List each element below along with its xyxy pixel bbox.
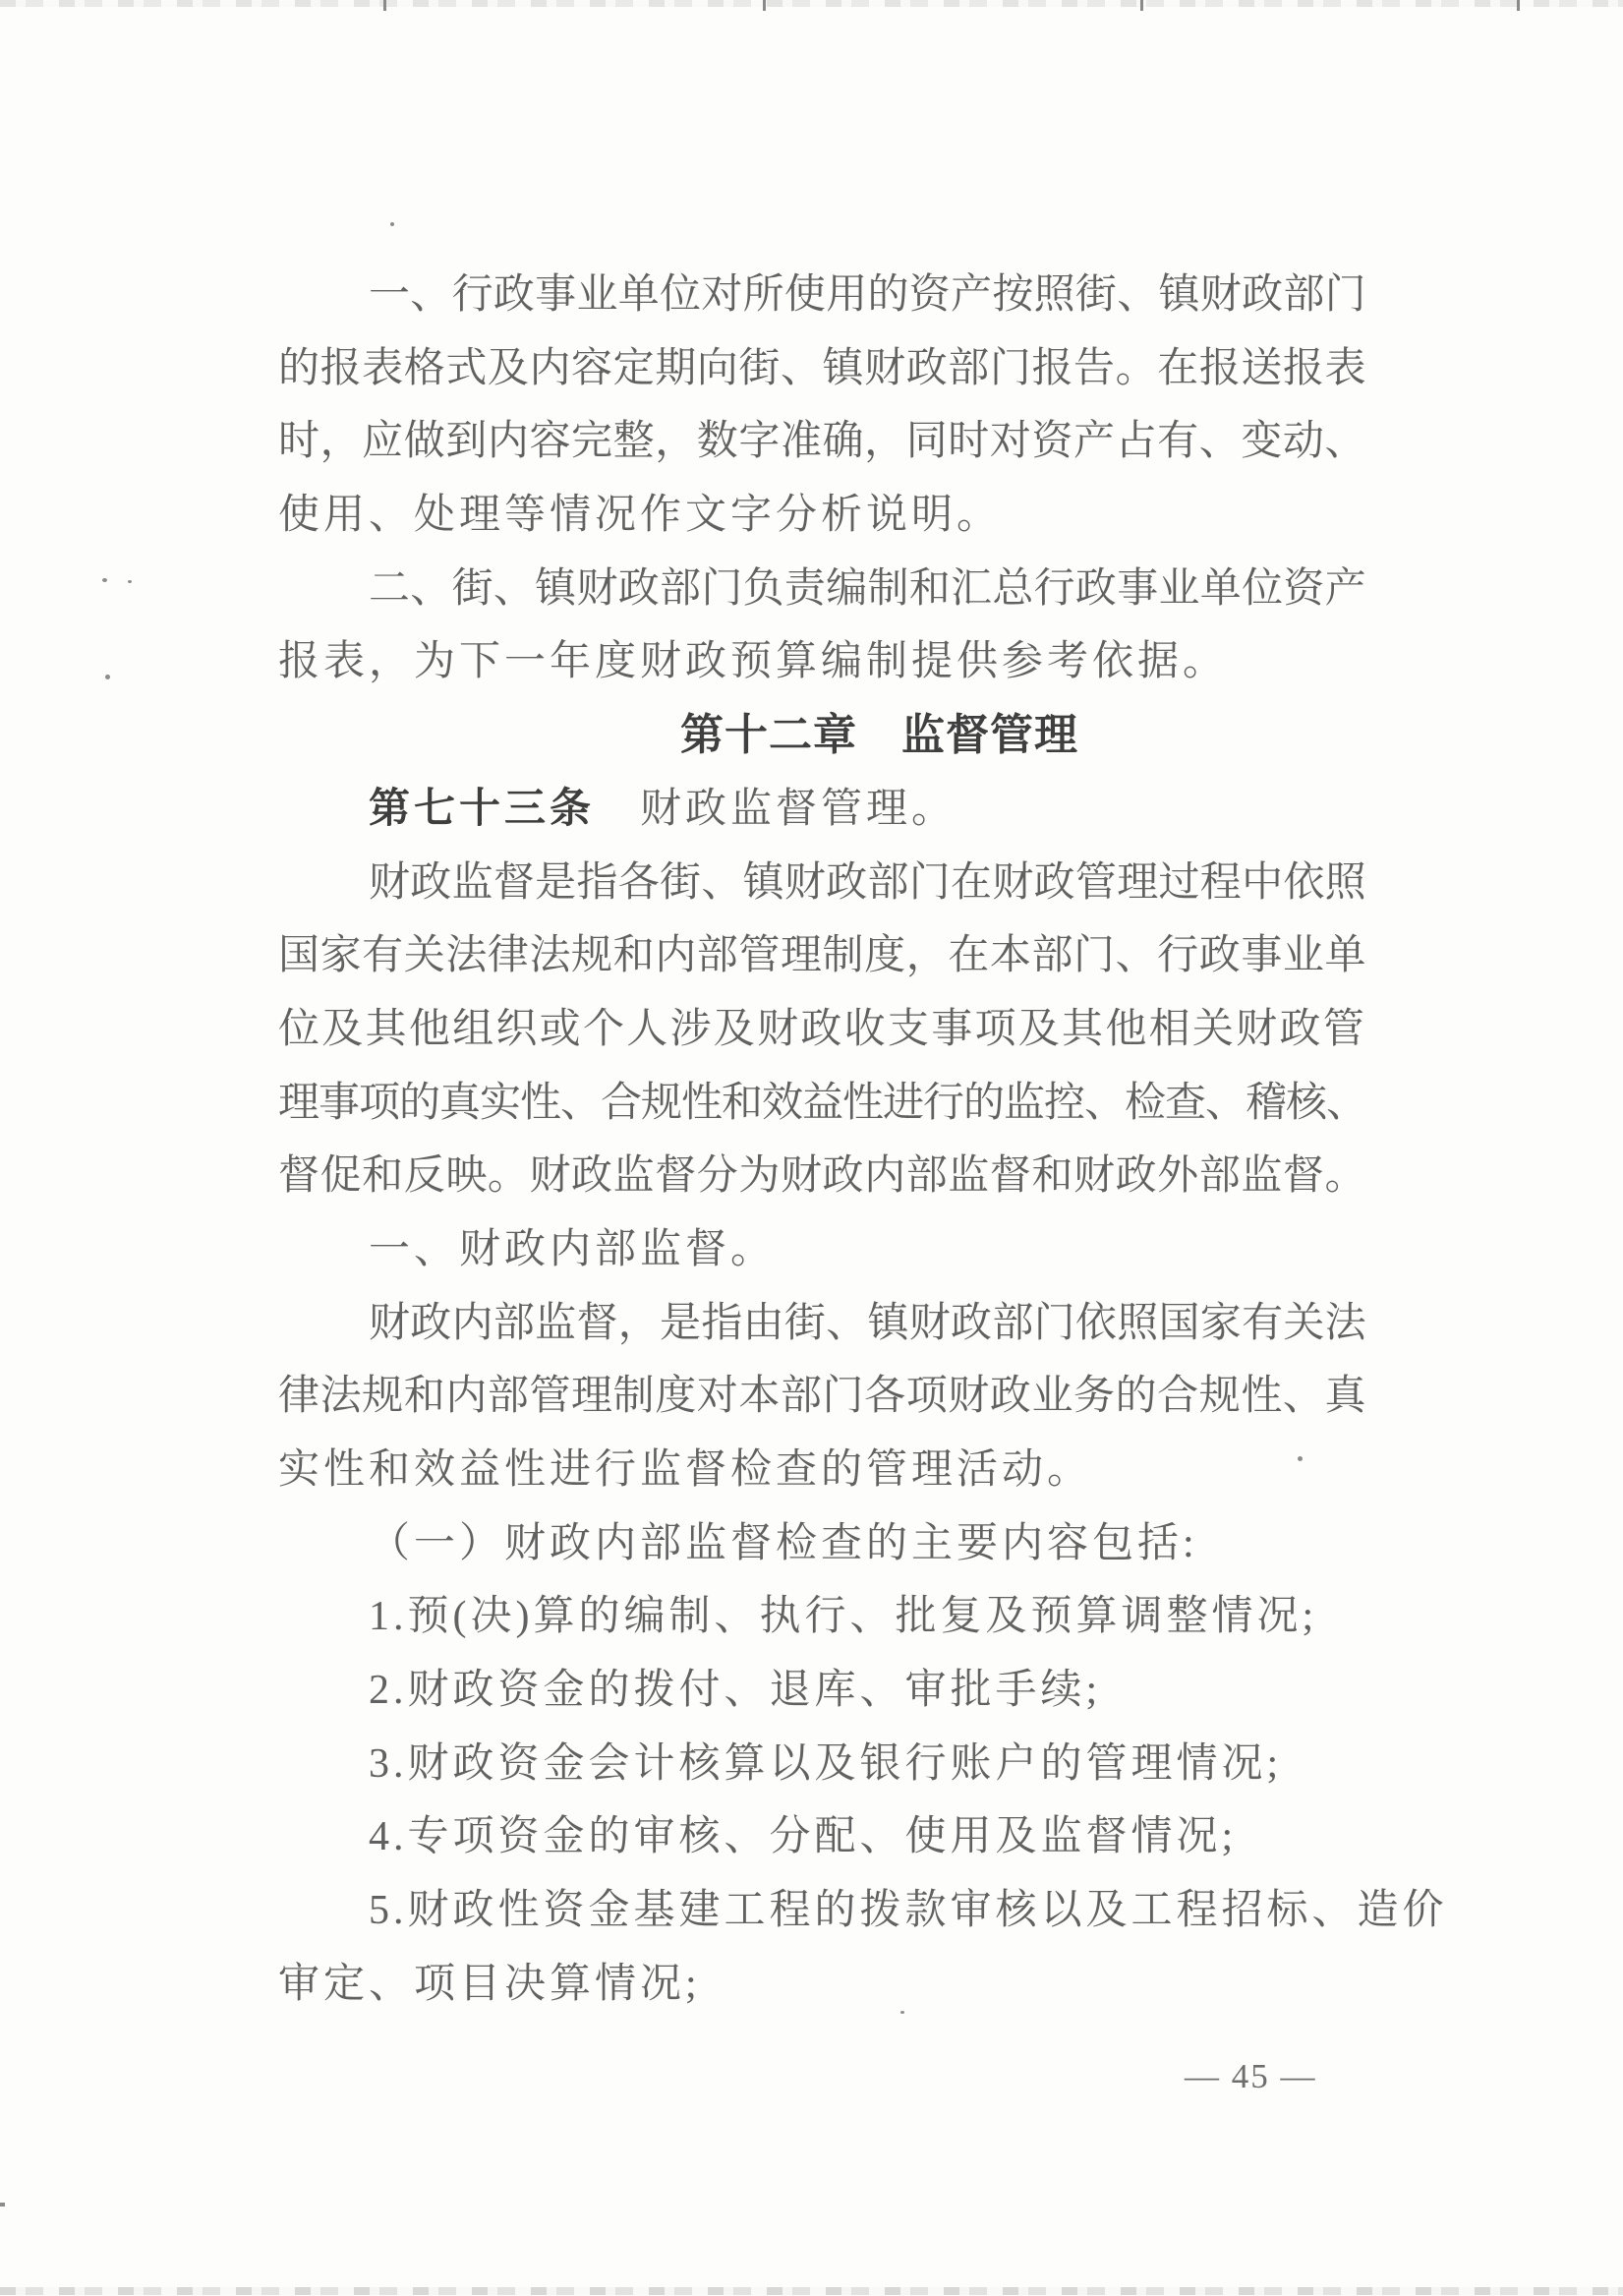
- scan-tick-mark: [1517, 0, 1520, 11]
- line-text: 财政监督是指各街、镇财政部门在财政管理过程中依照: [369, 859, 1366, 906]
- text-line: [278, 625, 1366, 699]
- line-text: （一）财政内部监督检查的主要内容包括:: [369, 1520, 1198, 1566]
- text-line: [278, 1580, 1366, 1654]
- text-line: [278, 1434, 1366, 1507]
- text-line: [278, 1507, 1366, 1581]
- line-text: 财政监督管理。: [595, 786, 957, 832]
- text-line: [278, 1287, 1366, 1361]
- scan-artifact-dot: [102, 578, 107, 582]
- page-number: — 45 —: [1185, 2057, 1317, 2095]
- scan-tick-mark: [1140, 0, 1143, 11]
- line-text: 4.专项资金的审核、分配、使用及监督情况;: [369, 1814, 1238, 1860]
- text-line: [278, 1140, 1366, 1213]
- line-text: 实性和效益性进行监督检查的管理活动。: [278, 1447, 1093, 1493]
- line-text: 第十二章 监督管理: [680, 711, 1078, 760]
- scan-noise-bottom-edge: [0, 2287, 1623, 2295]
- text-line: [278, 479, 1366, 553]
- scan-tick-mark: [383, 0, 386, 11]
- line-text: 位及其他组织或个人涉及财政收支事项及其他相关财政管: [278, 1006, 1367, 1052]
- text-line: [278, 405, 1366, 479]
- scan-tick-mark: [763, 0, 766, 11]
- article-number: 第七十三条: [369, 786, 596, 832]
- text-line: [278, 259, 1366, 332]
- text-line: [278, 1654, 1366, 1728]
- article-heading: [278, 773, 1366, 847]
- line-text: 一、行政事业单位对所使用的资产按照街、镇财政部门: [369, 272, 1366, 318]
- text-line: [278, 332, 1366, 406]
- line-text: 审定、项目决算情况;: [278, 1961, 701, 2007]
- text-line: [278, 1874, 1448, 1948]
- line-text: 1.预(决)算的编制、执行、批复及预算调整情况;: [369, 1594, 1318, 1640]
- line-text: 2.财政资金的拨付、退库、审批手续;: [369, 1668, 1102, 1714]
- line-text: 国家有关法律法规和内部管理制度，在本部门、行政事业单: [278, 933, 1367, 979]
- line-text: 时，应做到内容完整，数字准确，同时对资产占有、变动、: [278, 419, 1367, 465]
- text-line: [278, 1213, 1366, 1287]
- text-line: [278, 919, 1366, 993]
- line-text: 使用、处理等情况作文字分析说明。: [278, 493, 1003, 539]
- line-text: 报表，为下一年度财政预算编制提供参考依据。: [278, 639, 1229, 685]
- line-text: 理事项的真实性、合规性和效益性进行的监控、检查、稽核、: [278, 1080, 1367, 1126]
- scan-artifact-dot: [105, 675, 110, 679]
- scan-artifact-dot: [128, 580, 132, 583]
- line-text: 财政内部监督，是指由街、镇财政部门依照国家有关法: [369, 1300, 1366, 1346]
- text-line: [278, 1948, 1366, 2022]
- line-text: 3.财政资金会计核算以及银行账户的管理情况;: [369, 1740, 1283, 1787]
- scan-noise-top-edge: [0, 0, 1623, 7]
- text-line: [278, 553, 1366, 626]
- text-line: [278, 1360, 1366, 1434]
- line-text: 一、财政内部监督。: [369, 1226, 777, 1272]
- line-text: 二、街、镇财政部门负责编制和汇总行政事业单位资产: [369, 565, 1366, 612]
- line-text: 的报表格式及内容定期向街、镇财政部门报告。在报送报表: [278, 345, 1367, 391]
- line-text: 5.财政性资金基建工程的拨款审核以及工程招标、造价: [369, 1888, 1448, 1934]
- text-line: [278, 1067, 1366, 1141]
- text-line: [278, 993, 1366, 1067]
- chapter-heading: [278, 699, 1366, 773]
- text-line: [278, 1800, 1366, 1874]
- text-block: [278, 259, 1448, 2022]
- scan-artifact-dot: [390, 222, 394, 226]
- scan-artifact-dot: [0, 2203, 5, 2207]
- text-line: [278, 847, 1366, 920]
- line-text: 律法规和内部管理制度对本部门各项财政业务的合规性、真: [278, 1374, 1367, 1420]
- line-text: 督促和反映。财政监督分为财政内部监督和财政外部监督。: [278, 1153, 1367, 1200]
- text-line: [278, 1728, 1366, 1801]
